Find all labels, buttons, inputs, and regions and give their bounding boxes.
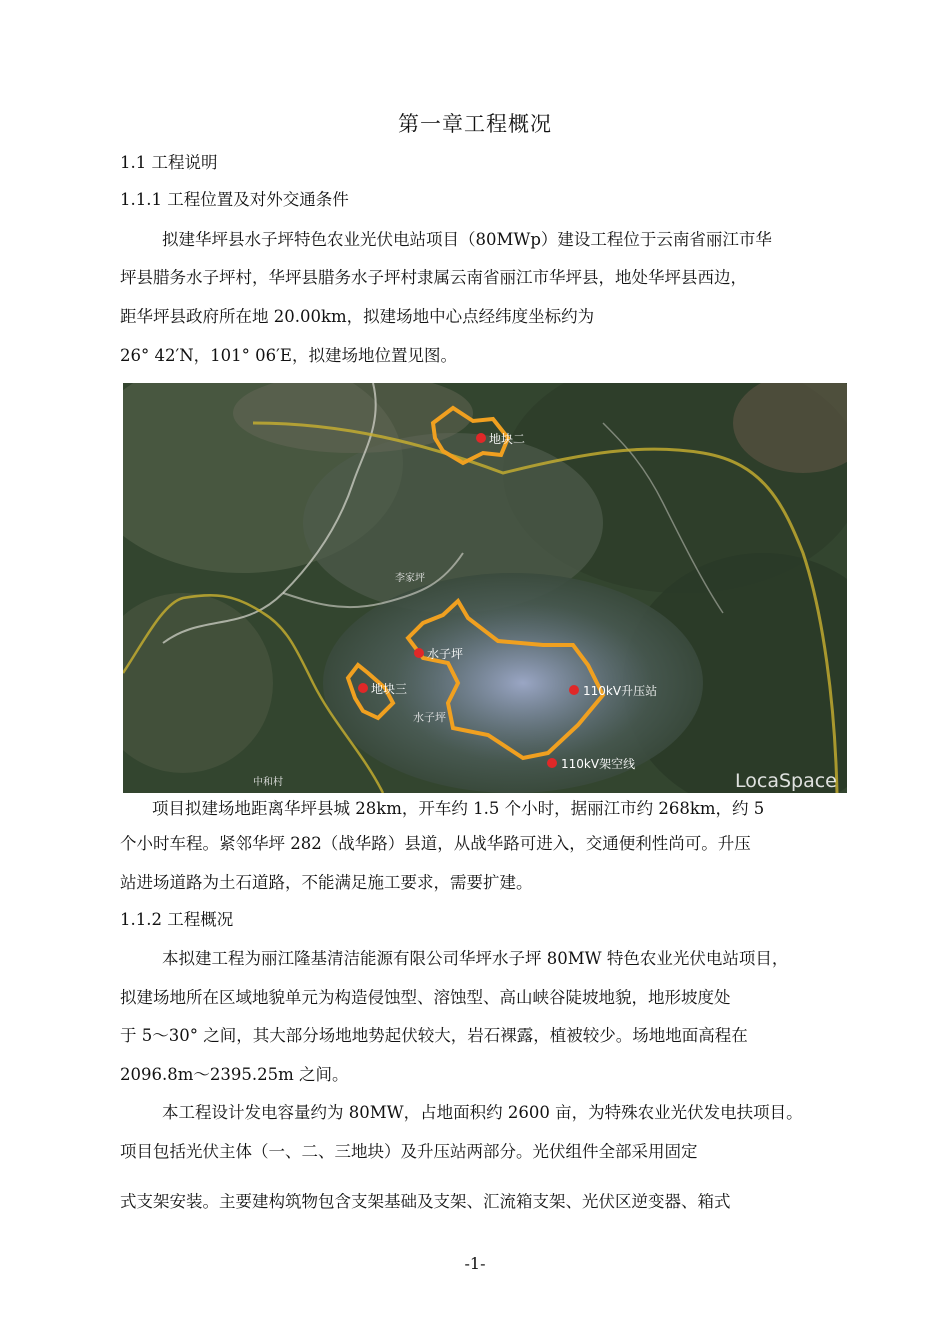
section-heading-1-1-1: 1.1.1 工程位置及对外交通条件 — [120, 190, 349, 209]
paragraph-line: 项目拟建场地距离华坪县城 28km，开车约 1.5 个小时，据丽江市约 268km，约 5 — [152, 799, 765, 818]
paragraph-line: 式支架安装。主要建构筑物包含支架基础及支架、汇流箱支架、光伏区逆变器、箱式 — [120, 1192, 731, 1211]
section-heading-1-1: 1.1 工程说明 — [120, 153, 218, 172]
plot-one-marker — [414, 648, 424, 658]
paragraph-line: 26° 42′N，101° 06′E，拟建场地位置见图。 — [120, 346, 457, 365]
map-label-place-upper: 李家坪 — [395, 573, 425, 584]
paragraph-line: 个小时车程。紧邻华坪 282（战华路）县道，从战华路可进入，交通便利性尚可。升压 — [120, 834, 751, 853]
map-label-plot-two: 地块二 — [489, 432, 526, 446]
paragraph-line: 站进场道路为土石道路，不能满足施工要求，需要扩建。 — [120, 873, 533, 892]
section-heading-1-1-2: 1.1.2 工程概况 — [120, 910, 234, 929]
map-label-village: 水子坪 — [413, 711, 446, 724]
paragraph-line: 于 5～30° 之间，其大部分场地地势起伏较大，岩石裸露，植被较少。场地地面高程在 — [120, 1026, 748, 1045]
substation-marker — [569, 685, 579, 695]
map-label-substation: 110kV升压站 — [583, 684, 658, 698]
map-label-place-lower: 中和村 — [253, 777, 283, 788]
page-number: -1- — [464, 1254, 486, 1273]
paragraph-line: 坪县腊务水子坪村，华坪县腊务水子坪村隶属云南省丽江市华坪县，地处华坪县西边， — [120, 268, 747, 287]
paragraph-line: 2096.8m～2395.25m 之间。 — [120, 1065, 349, 1084]
tower-marker — [547, 758, 557, 768]
paragraph-line: 本工程设计发电容量约为 80MW，占地面积约 2600 亩，为特殊农业光伏发电扶项目。 — [162, 1103, 803, 1122]
site-location-map — [123, 383, 847, 793]
plot-three-marker — [358, 683, 368, 693]
map-label-plot-three: 地块三 — [371, 682, 408, 696]
plot-two-marker — [476, 433, 486, 443]
map-watermark: LocaSpace — [735, 770, 837, 792]
map-label-tower: 110kV架空线 — [561, 757, 636, 771]
paragraph-line: 拟建华坪县水子坪特色农业光伏电站项目（80MWp）建设工程位于云南省丽江市华 — [162, 230, 772, 249]
paragraph-line: 距华坪县政府所在地 20.00km，拟建场地中心点经纬度坐标约为 — [120, 307, 595, 326]
paragraph-line: 项目包括光伏主体（一、二、三地块）及升压站两部分。光伏组件全部采用固定 — [120, 1142, 698, 1161]
chapter-title: 第一章工程概况 — [398, 112, 552, 136]
map-label-plot-one: 水子坪 — [427, 647, 464, 661]
paragraph-line: 本拟建工程为丽江隆基清洁能源有限公司华坪水子坪 80MW 特色农业光伏电站项目， — [162, 949, 789, 968]
paragraph-line: 拟建场地所在区域地貌单元为构造侵蚀型、溶蚀型、高山峡谷陡坡地貌，地形坡度处 — [120, 988, 731, 1007]
